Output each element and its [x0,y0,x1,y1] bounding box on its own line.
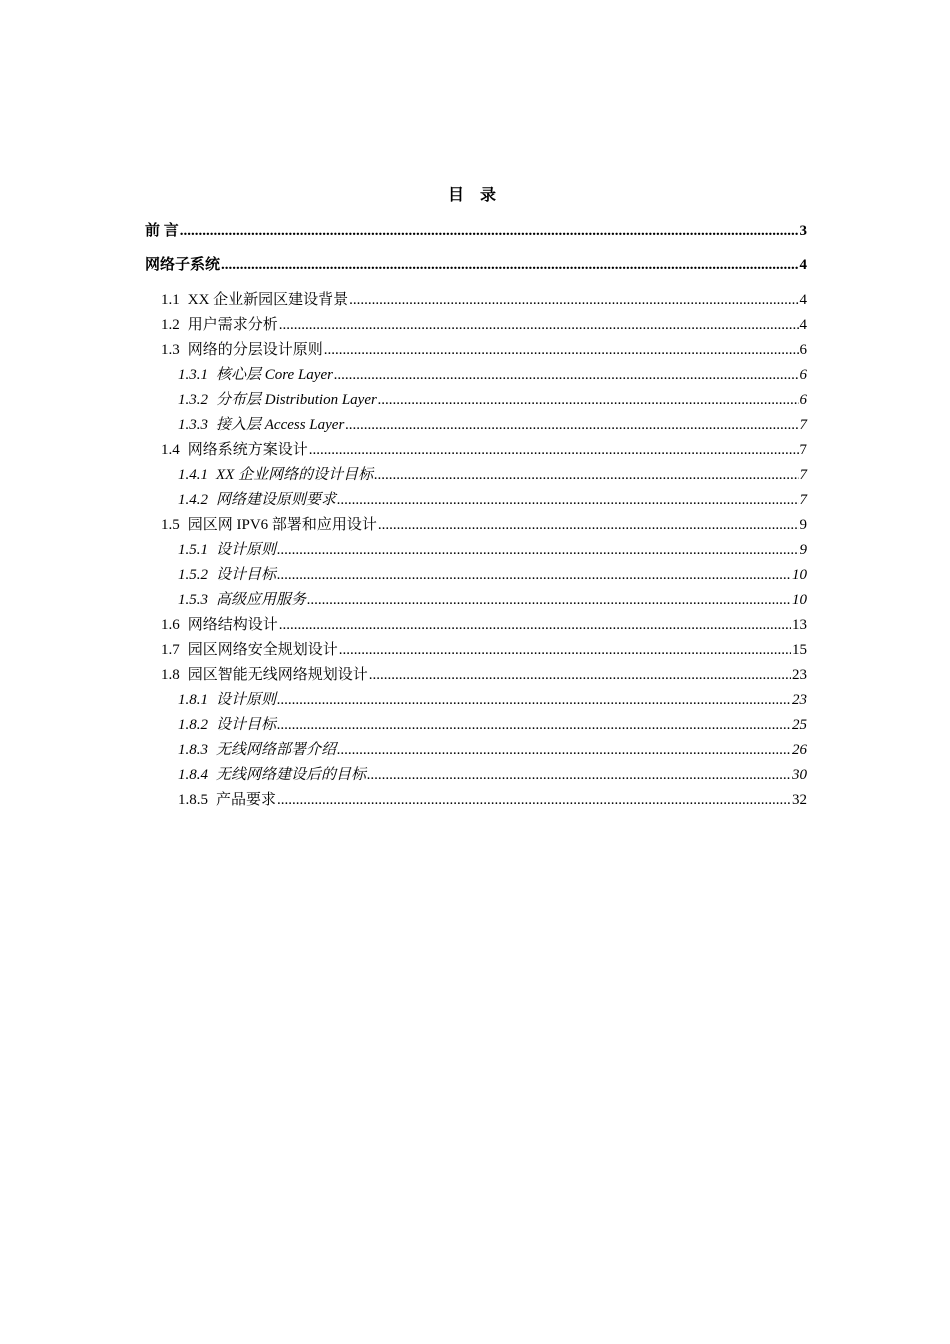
toc-leader-dots [277,563,791,588]
toc-entry-number: 1.6 [161,617,180,633]
toc-entry-page: 30 [792,767,807,783]
toc-entry-1-4-1[interactable] [145,463,807,488]
toc-leader-dots [221,254,798,276]
toc-entry-1-5-1[interactable] [145,538,807,563]
toc-title: 目 录 [447,187,502,204]
toc-entry-1-8-5[interactable] [145,788,807,813]
toc-entry-1-3[interactable] [145,338,807,363]
toc-entry-label: 无线网络建设后的目标 [216,767,367,783]
toc-entry-number: 1.1 [161,292,180,308]
toc-entry-1-3-1[interactable] [145,363,807,388]
toc-entry-label: 园区网络安全规划设计 [187,642,338,658]
toc-leader-dots [374,463,798,488]
toc-entry-number: 1.3.3 [178,417,208,433]
toc-entry-label: 网络的分层设计原则 [187,342,323,358]
toc-entry-label: 核心层 Core Layer [216,367,333,383]
toc-entry-label: 设计原则 [216,692,277,708]
toc-entry-page: 10 [792,592,807,608]
toc-leader-dots [277,538,798,563]
toc-entry-page: 6 [799,392,807,408]
toc-entry-page: 15 [792,642,807,658]
toc-entry-page: 32 [792,792,807,808]
toc-entry-number: 1.8.5 [178,792,208,808]
toc-entry-number: 1.3 [161,342,180,358]
toc-entry-page: 25 [792,717,807,733]
toc-entry-page: 4 [799,317,807,333]
toc-entry-number: 1.4.1 [178,467,208,483]
toc-entry-number: 1.3.1 [178,367,208,383]
toc-entry-page: 6 [799,342,807,358]
toc-entry-network-subsystem[interactable] [145,254,807,288]
toc-leader-dots [277,688,791,713]
toc-entry-page: 3 [799,223,807,239]
toc-entry-1-5[interactable] [145,513,807,538]
toc-entry-label: 网络子系统 [145,257,221,273]
toc-entry-page: 23 [792,692,807,708]
toc-leader-dots [345,413,798,438]
toc-entry-page: 4 [799,257,807,273]
toc-entry-1-6[interactable] [145,613,807,638]
toc-entry-page: 23 [792,667,807,683]
toc-leader-dots [367,763,791,788]
toc-entry-preface[interactable] [145,220,807,254]
toc-entry-number: 1.5.2 [178,567,208,583]
toc-entry-page: 9 [799,542,807,558]
toc-entry-label: 产品要求 [216,792,277,808]
toc-entry-label: 用户需求分析 [187,317,278,333]
toc-entry-page: 7 [799,467,807,483]
toc-entry-1-1[interactable] [145,288,807,313]
toc-entry-label: 无线网络部署介绍 [216,742,337,758]
toc-entry-label: 园区智能无线网络规划设计 [187,667,368,683]
toc-leader-dots [337,738,791,763]
toc-entry-1-2[interactable] [145,313,807,338]
toc-entry-1-5-2[interactable] [145,563,807,588]
toc-entry-number: 1.8.3 [178,742,208,758]
toc-entry-1-8-3[interactable] [145,738,807,763]
toc-entry-label: 设计目标 [216,567,277,583]
toc-entry-page: 7 [799,492,807,508]
toc-entry-number: 1.8 [161,667,180,683]
toc-entry-number: 1.5 [161,517,180,533]
toc-entry-number: 1.8.1 [178,692,208,708]
toc-entry-page: 26 [792,742,807,758]
toc-entry-number: 1.3.2 [178,392,208,408]
toc-entry-number: 1.5.1 [178,542,208,558]
toc-entry-number: 1.5.3 [178,592,208,608]
toc-leader-dots [369,663,791,688]
toc-leader-dots [378,513,799,538]
toc-entry-label: 前 言 [145,223,179,239]
toc-entry-page: 13 [792,617,807,633]
toc-leader-dots [324,338,799,363]
table-of-contents [145,220,807,813]
toc-leader-dots [378,388,799,413]
toc-entry-label: 网络系统方案设计 [187,442,308,458]
toc-entry-number: 1.4 [161,442,180,458]
toc-entry-1-3-2[interactable] [145,388,807,413]
toc-entry-label: XX 企业新园区建设背景 [187,292,349,308]
toc-leader-dots [349,288,798,313]
toc-entry-1-8[interactable] [145,663,807,688]
toc-entry-1-4-2[interactable] [145,488,807,513]
toc-entry-page: 4 [799,292,807,308]
toc-entry-1-8-4[interactable] [145,763,807,788]
toc-leader-dots [279,613,791,638]
toc-entry-label: 高级应用服务 [216,592,307,608]
toc-leader-dots [334,363,799,388]
toc-entry-number: 1.2 [161,317,180,333]
toc-entry-label: 接入层 Access Layer [216,417,345,433]
toc-entry-page: 6 [799,367,807,383]
toc-leader-dots [309,438,799,463]
toc-entry-label: 园区网 IPV6 部署和应用设计 [187,517,377,533]
toc-entry-1-8-2[interactable] [145,713,807,738]
toc-entry-label: 设计原则 [216,542,277,558]
toc-leader-dots [337,488,798,513]
toc-entry-1-4[interactable] [145,438,807,463]
toc-entry-1-5-3[interactable] [145,588,807,613]
toc-leader-dots [277,788,791,813]
toc-entry-label: 网络结构设计 [187,617,278,633]
toc-leader-dots [307,588,791,613]
toc-entry-page: 7 [799,442,807,458]
toc-leader-dots [339,638,791,663]
toc-entry-1-7[interactable] [145,638,807,663]
toc-entry-1-3-3[interactable] [145,413,807,438]
toc-leader-dots [180,220,799,242]
toc-leader-dots [279,313,799,338]
toc-entry-number: 1.7 [161,642,180,658]
toc-entry-page: 7 [799,417,807,433]
toc-entry-page: 9 [799,517,807,533]
toc-entry-label: 网络建设原则要求 [216,492,337,508]
toc-entry-number: 1.4.2 [178,492,208,508]
toc-entry-page: 10 [792,567,807,583]
toc-entry-1-8-1[interactable] [145,688,807,713]
toc-entry-number: 1.8.4 [178,767,208,783]
toc-entry-number: 1.8.2 [178,717,208,733]
toc-entry-label: 分布层 Distribution Layer [216,392,377,408]
toc-entry-label: XX 企业网络的设计目标 [216,467,374,483]
toc-leader-dots [277,713,791,738]
toc-entry-label: 设计目标 [216,717,277,733]
